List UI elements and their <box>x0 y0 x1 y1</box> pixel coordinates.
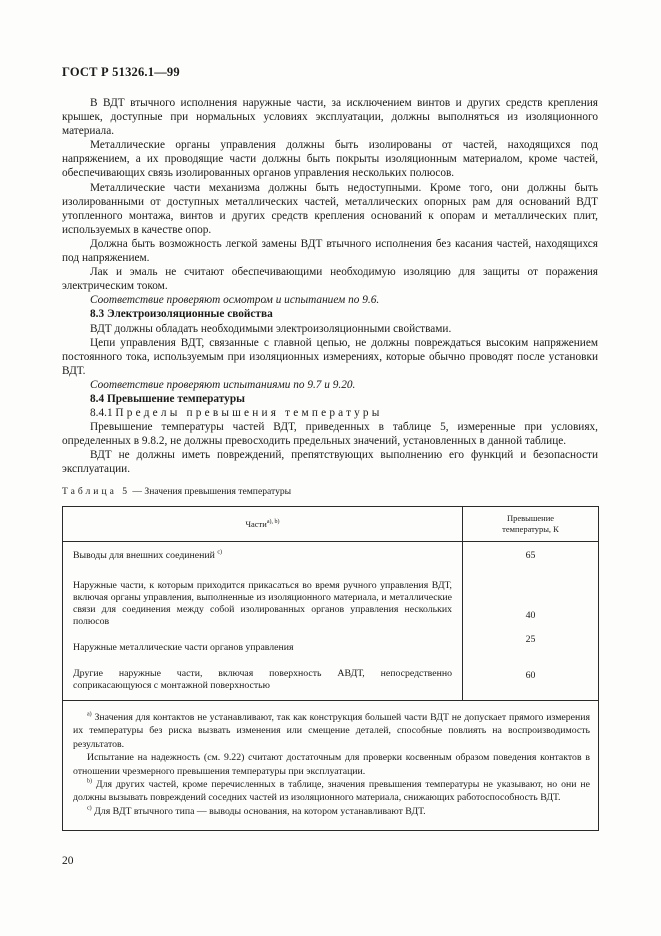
table-row-part: Другие наружные части, включая поверхность АВДТ, непосредственно соприкасающуюся с монтажной поверхностью <box>73 668 452 691</box>
table-footnotes <box>63 701 599 831</box>
document-header: ГОСТ Р 51326.1—99 <box>62 65 180 79</box>
paragraph: Лак и эмаль не считают обеспечивающими необходимую изоляцию для защиты от поражения электрическим током. <box>62 266 598 293</box>
table-row-part: Наружные части, к которым приходится прикасаться во время ручного управления ВДТ, включая органы управления, выполненные из изоляционного материала, и металлические связи для соединения между собой изолированных органов управления нескольких полюсов <box>73 580 452 627</box>
column-header-temperature: Превышение температуры, К <box>463 507 599 542</box>
header-footnote-marks: а), b) <box>266 519 280 526</box>
table-body-row <box>63 542 599 701</box>
paragraph: ВДТ не должны иметь повреждений, препятствующих выполнению его функций и безопасности эксплуатации. <box>62 449 598 476</box>
table-row-value: 60 <box>525 670 536 681</box>
subsection-title: Пределы превышения температуры <box>115 407 383 420</box>
table-row-part: Наружные металлические части органов управления <box>73 642 294 653</box>
parts-cell <box>63 542 463 701</box>
subsection-heading <box>62 406 598 420</box>
subsection-number: 8.4.1 <box>90 407 113 420</box>
values-cell <box>463 542 599 701</box>
table-row-part: Выводы для внешних соединений $^{c)}$ <box>73 549 222 561</box>
section-heading: 8.4 Превышение температуры <box>90 392 245 405</box>
paragraph: ВДТ должны обладать необходимыми электроизоляционными свойствами. <box>90 322 452 335</box>
paragraph: В ВДТ втычного исполнения наружные части, за исключением винтов и других средств крепления крышек, доступные при нормальных условиях эксплуатации, должны выполняться из изоляционного материала. <box>62 97 598 138</box>
table-row-value: 25 <box>525 634 536 645</box>
table-row-value: 65 <box>525 550 536 561</box>
footnote: $^{c)}$ Для ВДТ втычного типа — выводы основания, на котором устанавливают ВДТ. <box>87 805 426 817</box>
body-text <box>62 96 598 477</box>
footnote: $^{а)}$ Значения для контактов не устанавливают, так как конструкция большей части ВДТ не допускает прямого измерения их температуры без риска вызвать изменения или смещение деталей, способные повлиять на воспроизводимость результатов. <box>73 711 591 750</box>
table-caption-text: — Значения превышения температуры <box>130 486 292 497</box>
table-row-value: 40 <box>525 610 536 621</box>
paragraph: Металлические органы управления должны быть изолированы от частей, находящихся под напряжением, а их проводящие части должны быть покрыты изоляционным материалом, кроме частей, обеспечивающих связь изолированных органов управления нескольких полюсов. <box>62 139 598 180</box>
footnote: Испытание на надежность (см. 9.22) считают достаточным для проверки косвенным образом поведения контактов в отношении чрезмерного превышения температуры при эксплуатации. <box>73 752 590 777</box>
page-number: 20 <box>62 855 74 867</box>
table-caption <box>62 486 291 497</box>
footnote: $^{b)}$ Для других частей, кроме перечисленных в таблице, значения превышения температуры не указывают, но они не должны вызывать повреждений соседних частей из изоляционного материала, снижающих работоспособность ВДТ. <box>73 778 590 804</box>
paragraph: Цепи управления ВДТ, связанные с главной цепью, не должны повреждаться высоким напряжением постоянного тока, используемым при изоляционных измерениях, которые обычно проводят после установки ВДТ. <box>62 336 598 377</box>
compliance-note: Соответствие проверяют осмотром и испытанием по 9.6. <box>90 294 380 307</box>
table-caption-label: Таблица 5 <box>62 486 131 497</box>
table-header-row <box>63 507 599 542</box>
column-header-parts: Части$^{а), b)}$ <box>63 507 463 542</box>
compliance-note: Соответствие проверяют испытаниями по 9.7 и 9.20. <box>90 378 356 391</box>
paragraph: Металлические части механизма должны быть недоступными. Кроме того, они должны быть изолированными от доступных металлических частей, металлических опорных рам для оснований ВДТ утопленного монтажа, винтов и других средств крепления оснований к опорам и металлических плит, используемых в качестве опор. <box>62 181 598 236</box>
table-footnotes-row <box>63 701 599 831</box>
paragraph: Должна быть возможность легкой замены ВДТ втычного исполнения без касания частей, находящихся под напряжением. <box>62 237 598 265</box>
paragraph: Превышение температуры частей ВДТ, приведенных в таблице 5, измеренные при условиях, определенных в 9.8.2, не должны превосходить предельных значений, установленных в данной таблице. <box>62 421 598 448</box>
temperature-rise-table <box>62 506 599 831</box>
section-heading: 8.3 Электроизоляционные свойства <box>90 308 273 321</box>
